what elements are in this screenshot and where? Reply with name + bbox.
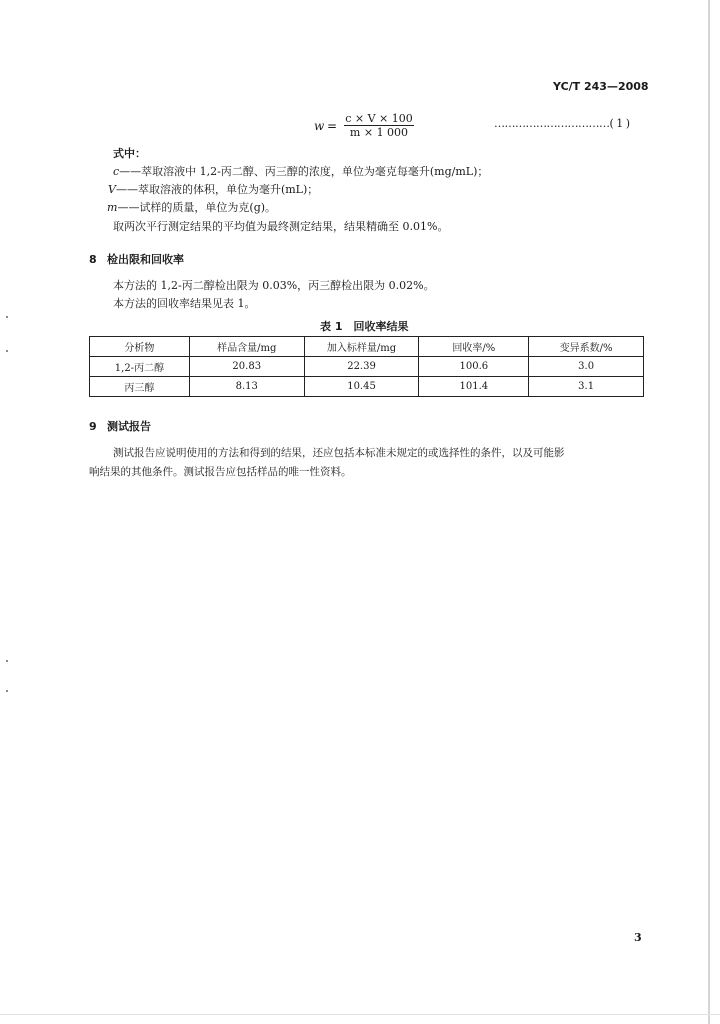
table-cell: 100.6 bbox=[419, 357, 529, 377]
where-item-c bbox=[113, 163, 488, 181]
table-cell: 丙三醇 bbox=[90, 377, 190, 397]
table-cell: 20.83 bbox=[189, 357, 304, 377]
table-header-cell: 分析物 bbox=[90, 337, 190, 357]
where-item-c-text: ——萃取溶液中 1,2-丙二醇、丙三醇的浓度，单位为毫克每毫升(mg/mL)； bbox=[119, 165, 489, 178]
table-cell: 10.45 bbox=[304, 377, 419, 397]
formula-fraction bbox=[344, 112, 414, 139]
table-header-row bbox=[90, 337, 644, 357]
where-intro: 式中： bbox=[113, 147, 146, 160]
where-item-m-text: ——试样的质量，单位为克(g)。 bbox=[117, 201, 277, 214]
where-item-v bbox=[108, 181, 318, 199]
table-header-cell: 加入标样量/mg bbox=[304, 337, 419, 357]
symbol-c: c bbox=[113, 165, 120, 178]
table-row bbox=[90, 357, 644, 377]
scan-edge bbox=[708, 0, 710, 1024]
table-header-cell: 回收率/% bbox=[419, 337, 529, 357]
symbol-v: V bbox=[108, 183, 116, 196]
scan-speck bbox=[6, 660, 8, 662]
section-9-heading bbox=[89, 418, 151, 434]
section-8-heading bbox=[89, 251, 184, 267]
scan-bottom-edge bbox=[0, 1014, 720, 1015]
table-cell: 1,2-丙二醇 bbox=[90, 357, 190, 377]
table-header-cell: 变异系数/% bbox=[529, 337, 644, 357]
where-item-m bbox=[107, 199, 276, 217]
symbol-m: m bbox=[107, 201, 118, 214]
standard-number: YC/T 243—2008 bbox=[553, 80, 649, 93]
where-item-v-text: ——萃取溶液的体积，单位为毫升(mL)； bbox=[115, 183, 319, 196]
scan-speck bbox=[6, 350, 8, 352]
table-cell: 3.0 bbox=[529, 357, 644, 377]
section-8-title: 检出限和回收率 bbox=[107, 253, 184, 266]
formula bbox=[314, 112, 434, 140]
table-header-cell: 样品含量/mg bbox=[189, 337, 304, 357]
table-title: 表 1 回收率结果 bbox=[320, 320, 409, 333]
formula-number-label: ( 1 ) bbox=[609, 117, 630, 130]
table-row bbox=[90, 377, 644, 397]
table-cell: 3.1 bbox=[529, 377, 644, 397]
table-cell: 22.39 bbox=[304, 357, 419, 377]
section-9-line-1: 测试报告应说明使用的方法和得到的结果，还应包括本标准未规定的或选择性的条件，以及可能影 bbox=[113, 447, 565, 459]
section-8-para-1: 本方法的 1,2-丙二醇检出限为 0.03%，丙三醇检出限为 0.02%。 bbox=[113, 279, 435, 292]
table-cell: 8.13 bbox=[189, 377, 304, 397]
formula-denominator: m × 1 000 bbox=[349, 126, 409, 139]
formula-leader: …………………………… bbox=[494, 117, 610, 130]
section-9-line-2: 响结果的其他条件。测试报告应包括样品的唯一性资料。 bbox=[89, 466, 352, 478]
scan-speck bbox=[6, 690, 8, 692]
scan-speck bbox=[6, 316, 8, 318]
section-9-title: 测试报告 bbox=[107, 420, 151, 433]
formula-number bbox=[494, 117, 630, 130]
recovery-table bbox=[89, 336, 644, 397]
formula-equals: = bbox=[327, 119, 338, 133]
formula-lhs: w bbox=[314, 119, 325, 133]
section-8-number: 8 bbox=[89, 253, 97, 266]
formula-numerator: c × V × 100 bbox=[345, 112, 413, 125]
page-number: 3 bbox=[634, 931, 642, 944]
table-cell: 101.4 bbox=[419, 377, 529, 397]
section-9-number: 9 bbox=[89, 420, 97, 433]
section-8-para-2: 本方法的回收率结果见表 1。 bbox=[113, 297, 256, 310]
result-note: 取两次平行测定结果的平均值为最终测定结果，结果精确至 0.01%。 bbox=[113, 220, 449, 233]
